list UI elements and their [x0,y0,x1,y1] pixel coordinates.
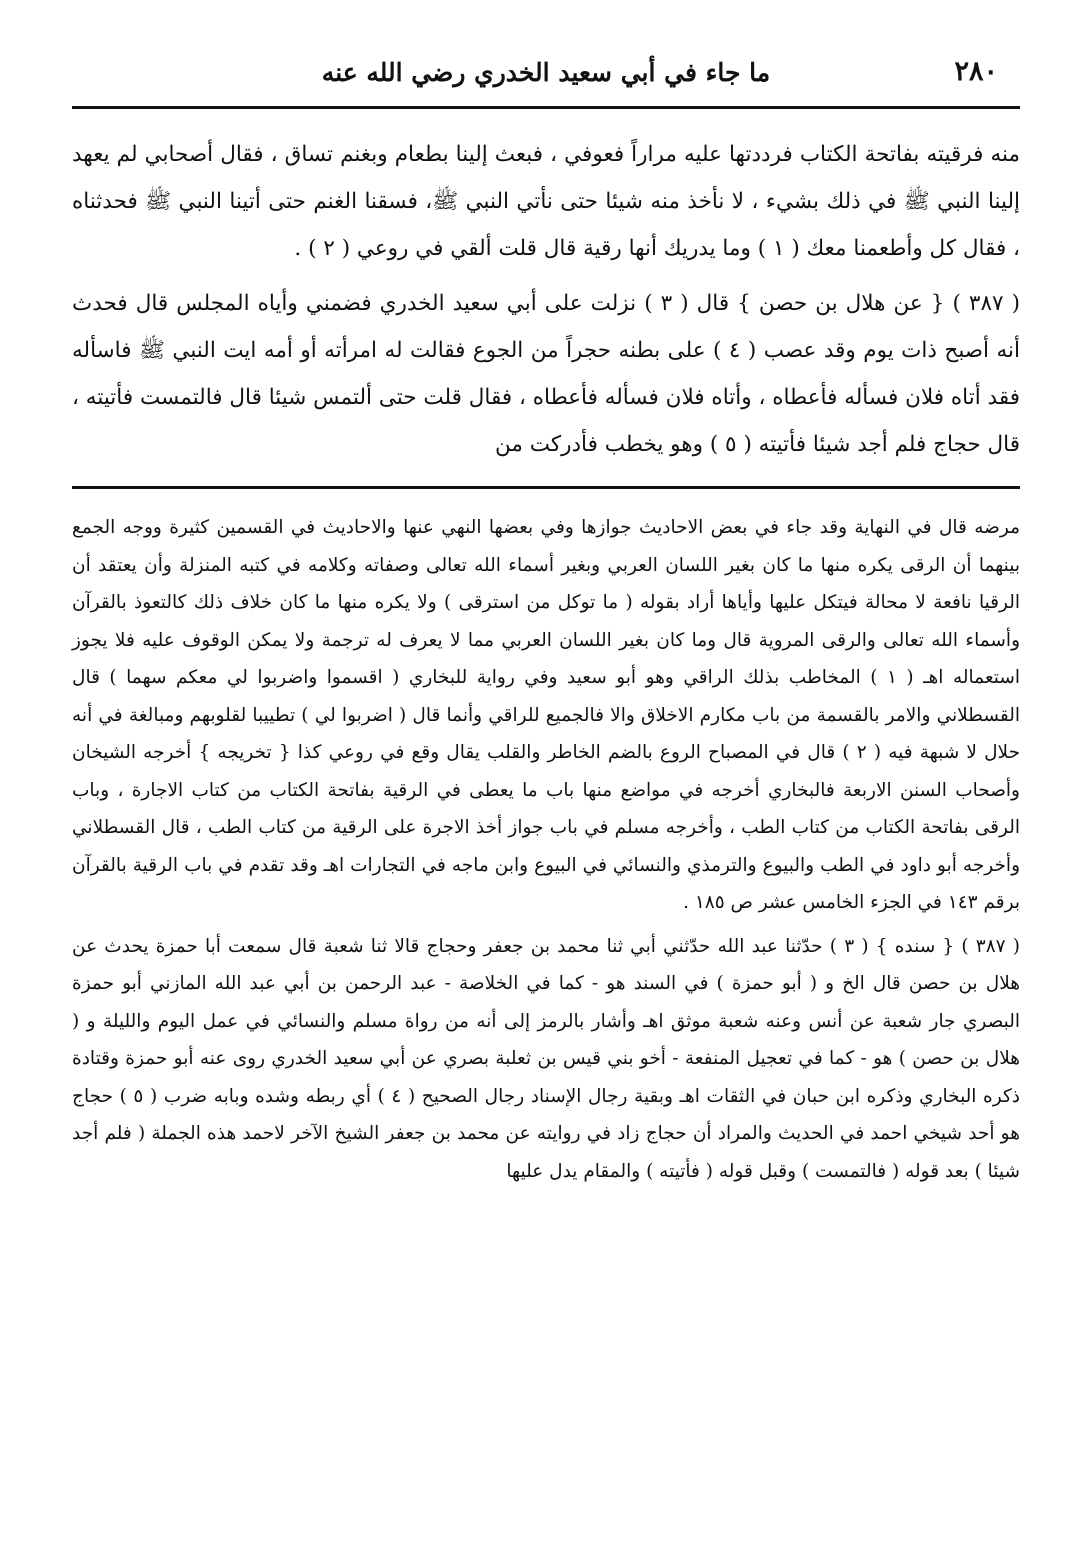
main-paragraph: منه فرقيته بفاتحة الكتاب فرددتها عليه مراراً فعوفي ، فبعث إلينا بطعام وبغنم تساق ، فقال أصحابي لم يعهد إلينا النبي ﷺ في ذلك بشيء ، لا نأخذ منه شيئا حتى نأتي النبي ﷺ، فسقنا الغنم حتى أتينا النبي ﷺ فحدثناه ، فقال كل وأطعمنا معك ( ١ ) وما يدريك أنها رقية قال قلت ألقي في روعي ( ٢ ) . [72,142,1020,261]
footnote-paragraph: مرضه قال في النهاية وقد جاء في بعض الاحاديث جوازها وفي بعضها النهي عنها والاحاديث في القسمين كثيرة ووجه الجمع بينهما أن الرقى يكره منها ما كان بغير اللسان العربي وبغير أسماء الله تعالى وصفاته وكلامه في كتبه المنزلة وأن يعتقد أن الرقيا نافعة لا محالة فيتكل عليها وأياها أراد بقوله ( ما توكل من استرقى ) ولا يكره منها ما كان خلاف ذلك كالتعوذ بالقرآن وأسماء الله تعالى والرقى المروية قال وما كان بغير اللسان العربي مما لا يعرف له ترجمة ولا يمكن الوقوف عليه فلا يجوز استعماله اهـ ( ١ ) المخاطب بذلك الراقي وهو أبو سعيد وفي رواية للبخاري ( اقسموا واضربوا لي معكم سهما ) قال القسطلاني والامر بالقسمة من باب مكارم الاخلاق والا فالجميع للراقي وأنما قال ( اضربوا لي ) تطييبا لقلوبهم ومبالغة في أنه حلال لا شبهة فيه ( ٢ ) قال في المصباح الروع بالضم الخاطر والقلب يقال وقع في روعي كذا { تخريجه } أخرجه الشيخان وأصحاب السنن الاربعة فالبخاري أخرجه في مواضع منها باب ما يعطى في الرقية بفاتحة الكتاب من كتاب الاجارة ، وباب الرقى بفاتحة الكتاب من كتاب الطب ، وأخرجه مسلم في باب جواز أخذ الاجرة على الرقية من كتاب الطب ، قال القسطلاني وأخرجه أبو داود في الطب والبيوع والترمذي والنسائي في البيوع وابن ماجه في التجارات اهـ وقد تقدم في باب الرقية بالقرآن برقم ١٤٣ في الجزء الخامس عشر ص ١٨٥ . [72,517,1021,913]
footnote-divider [72,486,1020,489]
main-text [72,131,1020,468]
header-divider [72,106,1020,109]
footnote-paragraph: ( ٣٨٧ ) { سنده } ( ٣ ) حدّثنا عبد الله حدّثني أبي ثنا محمد بن جعفر وحجاج قالا ثنا شعبة قال سمعت أبا حمزة يحدث عن هلال بن حصن قال الخ و ( أبو حمزة ) في السند هو - كما في الخلاصة - عبد الرحمن بن أبي عبد الله المازني أبو حمزة البصري جار شعبة عن أنس وعنه شعبة موثق اهـ وأشار بالرمز إلى أنه من رواة مسلم والنسائي في عمل اليوم والليلة و ( هلال بن حصن ) هو - كما في تعجيل المنفعة - أخو بني قيس بن ثعلبة بصري عن أبي سعيد الخدري روى عنه أبو حمزة وقتادة ذكره البخاري وذكره ابن حبان في الثقات اهـ وبقية رجال الإسناد رجال الصحيح ( ٤ ) أي ربطه وشده وبابه ضرب ( ٥ ) حجاج هو أحد شيخي احمد في الحديث والمراد أن حجاج زاد في روايته عن محمد بن جعفر الشيخ الآخر لاحمد هذه الجملة ( فلم أجد شيئا ) بعد قوله ( فالتمست ) وقبل قوله ( فأتيته ) والمقام يدل عليها [72,935,1021,1182]
page-number: ٢٨٠ [954,56,998,87]
book-page [72,50,1020,1190]
running-title: ما جاء في أبي سعيد الخدري رضي الله عنه [321,58,771,87]
page-header [72,50,1020,100]
footnotes [72,509,1020,1190]
hadith-387-paragraph: ( ٣٨٧ ) { عن هلال بن حصن } قال ( ٣ ) نزلت على أبي سعيد الخدري فضمني وأياه المجلس قال فحدث أنه أصبح ذات يوم وقد عصب ( ٤ ) على بطنه حجراً من الجوع فقالت له امرأته أو أمه ايت النبي ﷺ فاسأله فقد أتاه فلان فسأله فأعطاه ، وأتاه فلان فسأله فأعطاه ، فقال قلت حتى ألتمس شيئا قال فالتمست فأتيته ، قال حجاج فلم أجد شيئا فأتيته ( ٥ ) وهو يخطب فأدركت من [72,291,1020,457]
